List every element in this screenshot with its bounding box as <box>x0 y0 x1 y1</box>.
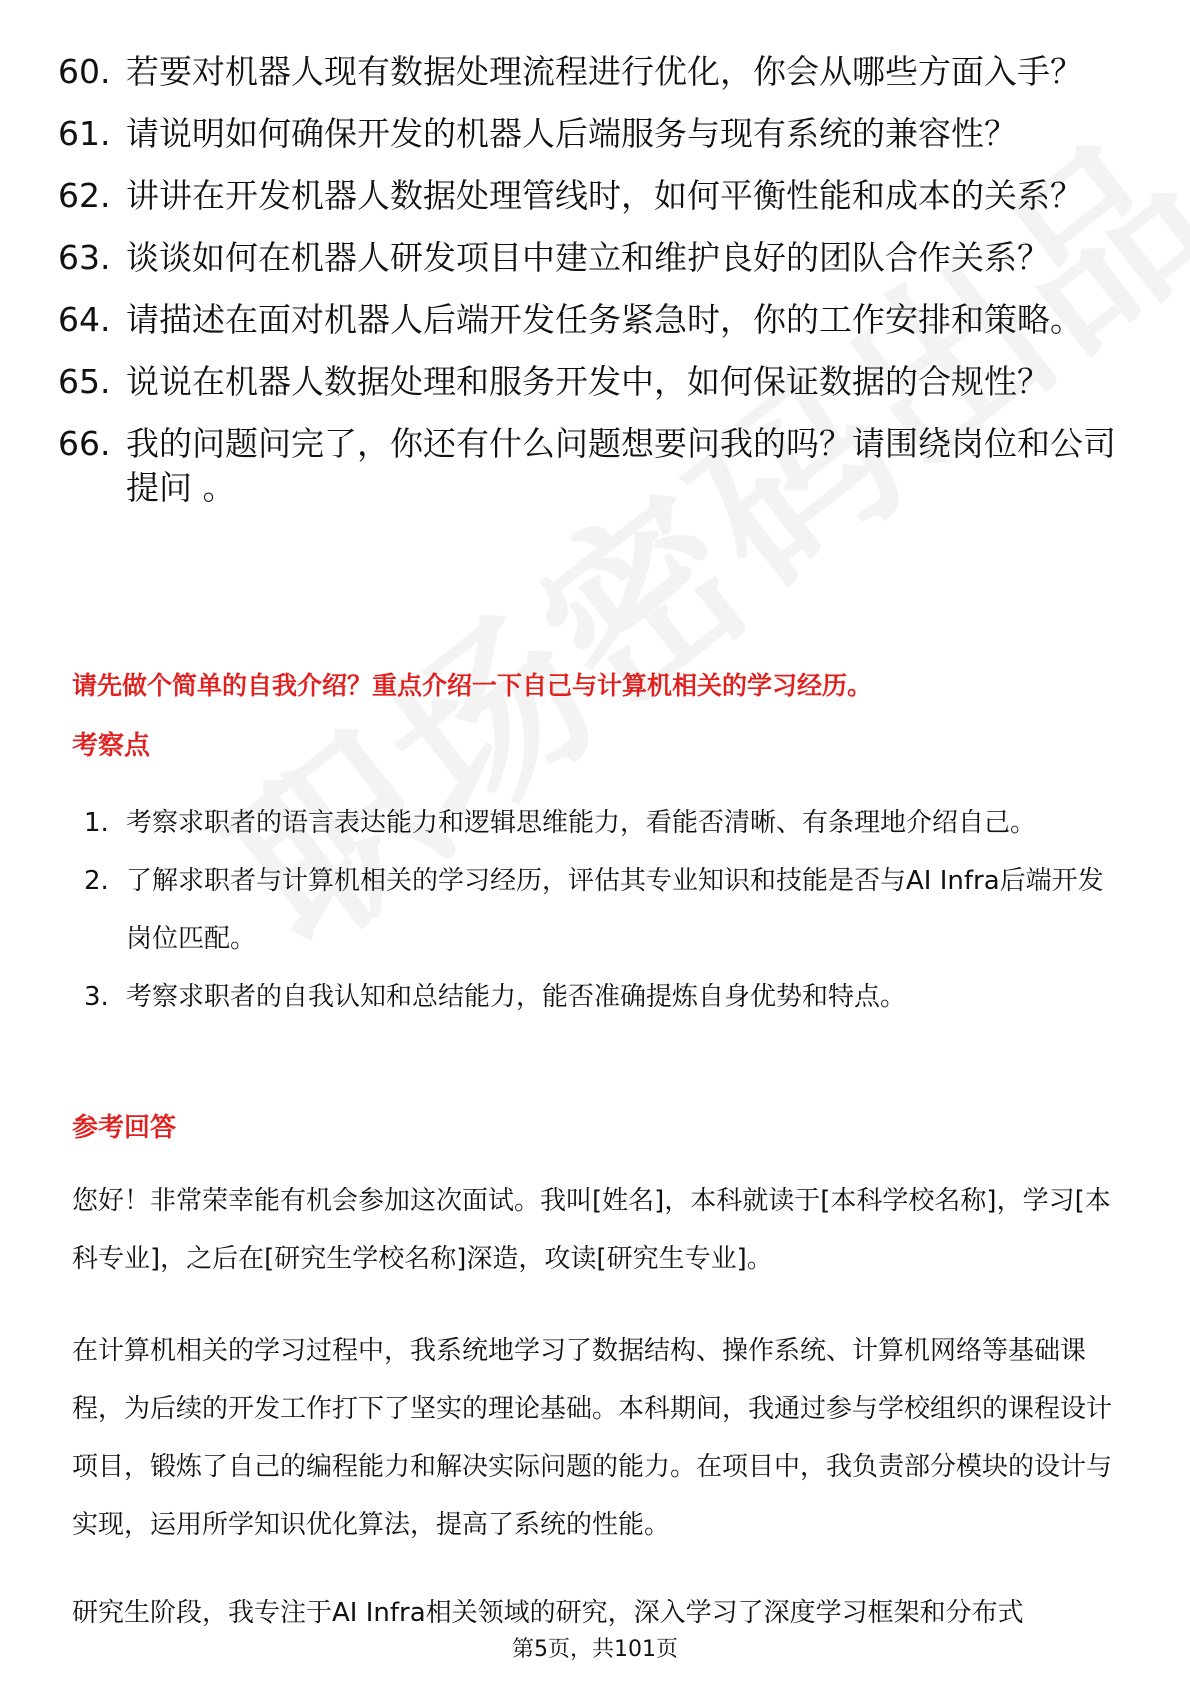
question-number: 66. <box>58 424 111 463</box>
exam-point-list <box>84 794 1124 1026</box>
list-item <box>58 174 1118 218</box>
answer-paragraph: 研究生阶段，我专注于AI Infra相关领域的研究，深入学习了深度学习框架和分布式 <box>72 1598 1024 1628</box>
answer-paragraph: 在计算机相关的学习过程中，我系统地学习了数据结构、操作系统、计算机网络等基础课程，为后续的开发工作打下了坚实的理论基础。本科期间，我通过参与学校组织的课程设计项目，锻炼了自己的编程能力和解决实际问题的能力。在项目中，我负责部分模块的设计与实现，运用所学知识优化算法，提高了系统的性能。 <box>72 1336 1113 1540</box>
question-text: 请描述在面对机器人后端开发任务紧急时，你的工作安排和策略。 <box>126 300 1083 339</box>
question-text: 讲讲在开发机器人数据处理管线时，如何平衡性能和成本的关系？ <box>126 176 1083 215</box>
question-text: 若要对机器人现有数据处理流程进行优化，你会从哪些方面入手？ <box>126 52 1083 91</box>
question-text: 谈谈如何在机器人研发项目中建立和维护良好的团队合作关系？ <box>126 238 1050 277</box>
point-number: 1. <box>84 808 109 838</box>
list-item <box>58 360 1118 404</box>
question-number: 63. <box>58 238 111 277</box>
list-item <box>84 852 1124 968</box>
list-item <box>58 50 1118 94</box>
question-number: 62. <box>58 176 111 215</box>
question-number: 65. <box>58 362 111 401</box>
list-item <box>84 968 1124 1026</box>
question-number: 61. <box>58 114 111 153</box>
question-text: 我的问题问完了，你还有什么问题想要问我的吗？请围绕岗位和公司提问 。 <box>126 424 1116 507</box>
point-number: 3. <box>84 982 109 1012</box>
point-text: 考察求职者的自我认知和总结能力，能否准确提炼自身优势和特点。 <box>126 982 907 1012</box>
answer-paragraph: 您好！非常荣幸能有机会参加这次面试。我叫[姓名]，本科就读于[本科学校名称]，学习[本科专业]，之后在[研究生学校名称]深造，攻读[研究生专业]。 <box>72 1186 1111 1274</box>
answer-heading: 参考回答 <box>72 1113 177 1143</box>
question-text: 请说明如何确保开发的机器人后端服务与现有系统的兼容性？ <box>126 114 1017 153</box>
list-item <box>58 236 1118 280</box>
exam-heading: 考察点 <box>72 731 151 761</box>
question-number: 60. <box>58 52 111 91</box>
question-list <box>58 50 1118 528</box>
section-question: 请先做个简单的自我介绍？重点介绍一下自己与计算机相关的学习经历。 <box>72 671 873 700</box>
list-item <box>58 112 1118 156</box>
question-text: 说说在机器人数据处理和服务开发中，如何保证数据的合规性？ <box>126 362 1050 401</box>
point-text: 了解求职者与计算机相关的学习经历，评估其专业知识和技能是否与AI Infra后端开发岗位匹配。 <box>126 866 1104 954</box>
list-item <box>58 422 1118 510</box>
list-item <box>84 794 1124 852</box>
point-number: 2. <box>84 866 109 896</box>
question-number: 64. <box>58 300 111 339</box>
page-footer: 第5页，共101页 <box>512 1637 678 1662</box>
list-item <box>58 298 1118 342</box>
point-text: 考察求职者的语言表达能力和逻辑思维能力，看能否清晰、有条理地介绍自己。 <box>126 808 1037 838</box>
